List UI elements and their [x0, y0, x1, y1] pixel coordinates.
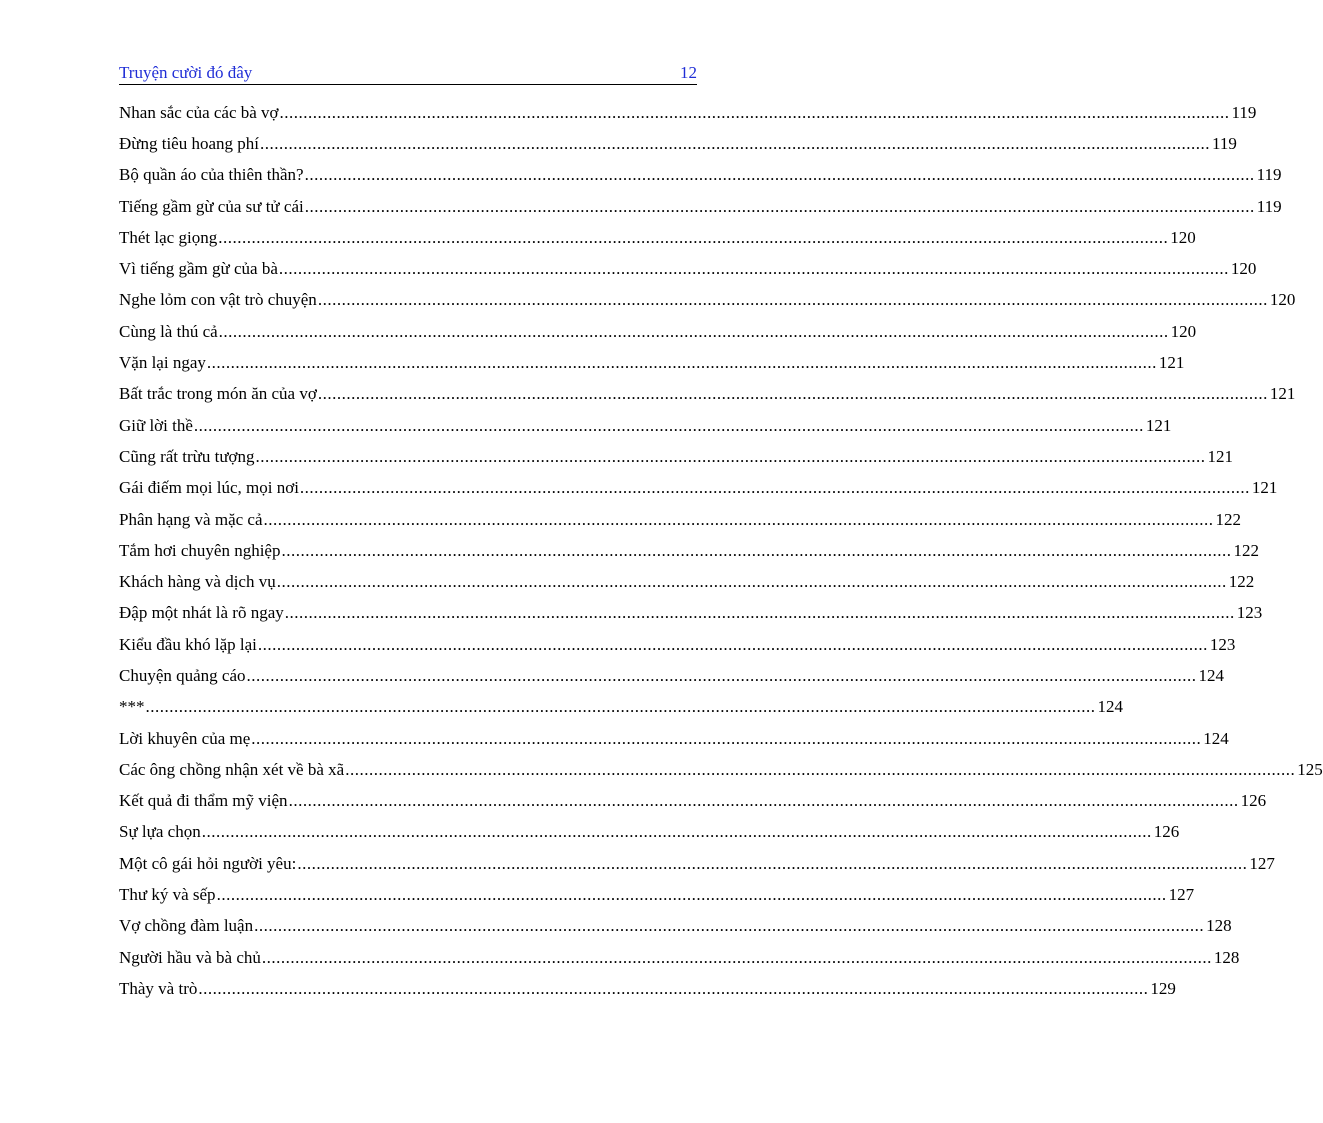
- toc-entry[interactable]: [119, 973, 1176, 1004]
- toc-entry[interactable]: [119, 942, 1240, 973]
- toc-entry[interactable]: [119, 598, 1263, 629]
- toc-entry-page: 129: [1150, 978, 1176, 998]
- toc-entry-page: 123: [1209, 634, 1236, 654]
- toc-entry-title: Cũng rất trừu tượng: [119, 446, 255, 466]
- toc-dot-leader: ........................................................................................................................................................................................................: [261, 947, 1212, 967]
- toc-dot-leader: ........................................................................................................................................................................................................: [288, 791, 1239, 811]
- toc-dot-leader: ........................................................................................................................................................................................................: [297, 853, 1248, 873]
- toc-entry-title: Thày và trò: [119, 978, 198, 998]
- toc-entry-title: Kết quả đi thẩm mỹ viện: [119, 791, 288, 811]
- toc-dot-leader: ........................................................................................................................................................................................................: [201, 822, 1152, 842]
- toc-entry-title: Tắm hơi chuyên nghiệp: [119, 540, 281, 560]
- toc-entry-title: ***: [119, 697, 145, 717]
- toc-entry-title: Vì tiếng gầm gừ của bà: [119, 259, 278, 279]
- toc-dot-leader: ........................................................................................................................................................................................................: [278, 259, 1229, 279]
- toc-dot-leader: ........................................................................................................................................................................................................: [145, 697, 1096, 717]
- toc-entry[interactable]: [119, 629, 1236, 660]
- toc-entry[interactable]: [119, 128, 1237, 159]
- toc-dot-leader: ........................................................................................................................................................................................................: [304, 196, 1255, 216]
- toc-entry-title: Thét lạc giọng: [119, 227, 218, 247]
- toc-entry-page: 123: [1236, 603, 1263, 623]
- toc-entry-page: 121: [1269, 384, 1296, 404]
- toc-dot-leader: ........................................................................................................................................................................................................: [254, 916, 1205, 936]
- page-header: [119, 60, 697, 85]
- toc-dot-leader: ........................................................................................................................................................................................................: [246, 665, 1197, 685]
- toc-entry-page: 124: [1198, 665, 1225, 685]
- toc-entry-page: 119: [1231, 102, 1257, 122]
- toc-entry-page: 120: [1170, 321, 1197, 341]
- toc-entry-title: Một cô gái hỏi người yêu:: [119, 853, 297, 873]
- toc-entry-page: 121: [1207, 446, 1234, 466]
- toc-entry-page: 120: [1230, 259, 1257, 279]
- toc-entry[interactable]: [119, 473, 1278, 504]
- toc-entry[interactable]: [119, 253, 1257, 284]
- toc-dot-leader: ........................................................................................................................................................................................................: [304, 165, 1255, 185]
- toc-dot-leader: ........................................................................................................................................................................................................: [257, 634, 1208, 654]
- toc-entry[interactable]: [119, 410, 1172, 441]
- toc-entry[interactable]: [119, 848, 1275, 879]
- toc-entry-title: Nghe lỏm con vật trò chuyện: [119, 290, 317, 310]
- toc-dot-leader: ........................................................................................................................................................................................................: [255, 446, 1206, 466]
- toc-entry[interactable]: [119, 97, 1257, 128]
- toc-entry-title: Vặn lại ngay: [119, 353, 206, 373]
- toc-entry-page: 125: [1297, 759, 1323, 779]
- toc-dot-leader: ........................................................................................................................................................................................................: [281, 540, 1232, 560]
- toc-entry[interactable]: [119, 316, 1197, 347]
- toc-entry-page: 121: [1251, 478, 1278, 498]
- toc-entry-title: Thư ký và sếp: [119, 885, 216, 905]
- toc-entry[interactable]: [119, 379, 1296, 410]
- toc-dot-leader: ........................................................................................................................................................................................................: [193, 415, 1144, 435]
- toc-dot-leader: ........................................................................................................................................................................................................: [279, 102, 1230, 122]
- toc-entry[interactable]: [119, 285, 1296, 316]
- toc-entry[interactable]: [119, 692, 1123, 723]
- toc-entry[interactable]: [119, 566, 1255, 597]
- toc-entry-page: 120: [1269, 290, 1296, 310]
- toc-dot-leader: ........................................................................................................................................................................................................: [218, 227, 1169, 247]
- toc-entry-page: 128: [1213, 947, 1240, 967]
- toc-entry-title: Gái điếm mọi lúc, mọi nơi: [119, 478, 299, 498]
- toc-entry[interactable]: [119, 660, 1225, 691]
- toc-entry[interactable]: [119, 723, 1229, 754]
- toc-entry-title: Đừng tiêu hoang phí: [119, 133, 260, 153]
- toc-entry-title: Bộ quần áo của thiên thần?: [119, 165, 304, 185]
- toc-entry-page: 128: [1206, 916, 1232, 936]
- toc-entry[interactable]: [119, 786, 1267, 817]
- toc-entry[interactable]: [119, 754, 1323, 785]
- toc-dot-leader: ........................................................................................................................................................................................................: [260, 133, 1211, 153]
- toc-entry-title: Cùng là thú cả: [119, 321, 218, 341]
- toc-entry[interactable]: [119, 160, 1282, 191]
- toc-dot-leader: ........................................................................................................................................................................................................: [317, 290, 1268, 310]
- toc-entry-title: Tiếng gầm gừ của sư tử cái: [119, 196, 304, 216]
- toc-entry-page: 127: [1249, 853, 1275, 873]
- toc-entry-page: 120: [1170, 227, 1196, 247]
- toc-entry-title: Các ông chồng nhận xét về bà xã: [119, 759, 345, 779]
- toc-entry[interactable]: [119, 347, 1185, 378]
- toc-entry-page: 124: [1097, 697, 1123, 717]
- toc-entry[interactable]: [119, 191, 1282, 222]
- toc-dot-leader: ........................................................................................................................................................................................................: [206, 353, 1157, 373]
- toc-entry-title: Vợ chồng đàm luận: [119, 916, 254, 936]
- toc-entry-page: 121: [1158, 353, 1185, 373]
- toc-dot-leader: ........................................................................................................................................................................................................: [218, 321, 1169, 341]
- toc-entry-page: 119: [1256, 196, 1282, 216]
- toc-dot-leader: ........................................................................................................................................................................................................: [251, 728, 1202, 748]
- toc-entry[interactable]: [119, 441, 1234, 472]
- toc-dot-leader: ........................................................................................................................................................................................................: [284, 603, 1235, 623]
- toc-entry-title: Phân hạng và mặc cả: [119, 509, 263, 529]
- toc-entry-title: Chuyện quảng cáo: [119, 665, 246, 685]
- toc-dot-leader: ........................................................................................................................................................................................................: [345, 759, 1296, 779]
- toc-entry-page: 122: [1215, 509, 1241, 529]
- toc-entry-page: 121: [1145, 415, 1172, 435]
- toc-entry-title: Bất trắc trong món ăn của vợ: [119, 384, 317, 404]
- toc-entry-page: 127: [1168, 885, 1195, 905]
- toc-entry[interactable]: [119, 879, 1195, 910]
- toc-entry-title: Nhan sắc của các bà vợ: [119, 102, 279, 122]
- toc-entry-page: 122: [1233, 540, 1259, 560]
- toc-dot-leader: ........................................................................................................................................................................................................: [216, 885, 1167, 905]
- toc-entry-page: 122: [1228, 572, 1255, 592]
- toc-entry[interactable]: [119, 817, 1180, 848]
- toc-dot-leader: ........................................................................................................................................................................................................: [299, 478, 1250, 498]
- toc-entry-title: Giữ lời thề: [119, 415, 193, 435]
- toc-entry-page: 119: [1256, 165, 1282, 185]
- page-number: 12: [680, 63, 697, 82]
- toc-entry-page: 119: [1212, 133, 1237, 153]
- toc-entry-title: Kiểu đầu khó lặp lại: [119, 634, 257, 654]
- toc-entry-title: Sự lựa chọn: [119, 822, 201, 842]
- toc-entry-title: Lời khuyên của mẹ: [119, 728, 251, 748]
- toc-entry-title: Đập một nhát là rõ ngay: [119, 603, 284, 623]
- toc-entry[interactable]: [119, 911, 1232, 942]
- toc-entry-title: Người hầu và bà chủ: [119, 947, 261, 967]
- toc-entry-page: 124: [1203, 728, 1229, 748]
- toc-entry[interactable]: [119, 504, 1241, 535]
- table-of-contents: [119, 97, 1323, 1005]
- toc-dot-leader: ........................................................................................................................................................................................................: [276, 572, 1227, 592]
- toc-entry-title: Khách hàng và dịch vụ: [119, 572, 276, 592]
- toc-entry[interactable]: [119, 535, 1259, 566]
- toc-entry-page: 126: [1240, 791, 1267, 811]
- toc-dot-leader: ........................................................................................................................................................................................................: [263, 509, 1214, 529]
- toc-dot-leader: ........................................................................................................................................................................................................: [198, 978, 1149, 998]
- toc-entry[interactable]: [119, 222, 1196, 253]
- book-title: Truyện cười đó đây: [119, 63, 253, 82]
- toc-dot-leader: ........................................................................................................................................................................................................: [317, 384, 1268, 404]
- toc-entry-page: 126: [1153, 822, 1180, 842]
